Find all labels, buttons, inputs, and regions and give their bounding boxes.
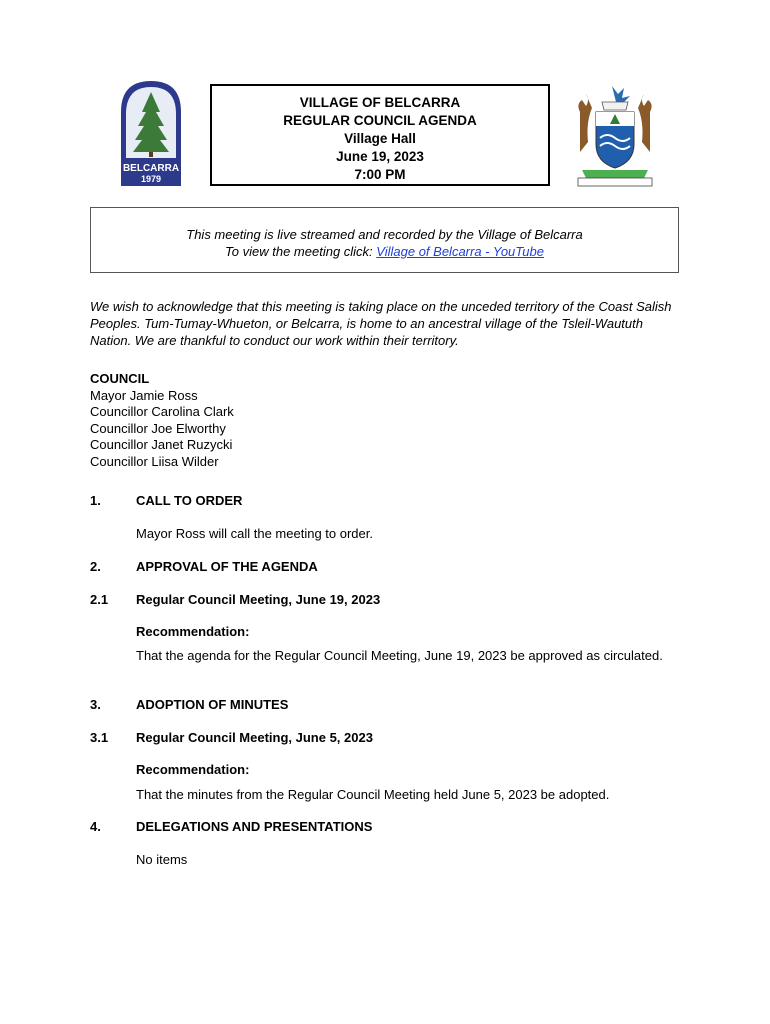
title-line-3: Village Hall — [344, 131, 416, 146]
land-acknowledgement: We wish to acknowledge that this meeting is taking place on the unceded territory of the Coast Salish Peoples. Tum-Tumay-Whueton, or Belcarra, is home to an ancestral village of the Tsleil-Waututh Nation. We are thankful to conduct our work within their territory. — [90, 299, 672, 348]
subsection-number: 2.1 — [90, 592, 109, 607]
council-member: Mayor Jamie Ross — [90, 387, 198, 403]
title-line-5: 7:00 PM — [354, 167, 406, 182]
coat-of-arms — [572, 82, 658, 188]
subsection-number: 3.1 — [90, 730, 109, 745]
council-heading: COUNCIL — [90, 371, 150, 386]
livestream-link-prefix: To view the meeting click: — [225, 244, 377, 259]
subsection-title: Regular Council Meeting, June 5, 2023 — [136, 730, 373, 745]
agenda-title-box — [210, 84, 550, 186]
title-line-2: REGULAR COUNCIL AGENDA — [283, 113, 477, 128]
council-list — [90, 371, 234, 471]
council-member: Councillor Carolina Clark — [90, 404, 234, 420]
recommendation-label: Recommendation: — [136, 624, 250, 639]
section-text: No items — [136, 852, 188, 867]
section-title: APPROVAL OF THE AGENDA — [136, 559, 318, 574]
recommendation-text: That the minutes from the Regular Council Meeting held June 5, 2023 be adopted. — [136, 787, 610, 802]
section-text: Mayor Ross will call the meeting to order. — [136, 526, 373, 541]
belcarra-logo — [118, 78, 184, 188]
youtube-link[interactable]: Village of Belcarra - YouTube — [376, 244, 544, 259]
section-number: 4. — [90, 819, 101, 834]
recommendation-label: Recommendation: — [136, 762, 250, 777]
council-member: Councillor Janet Ruzycki — [90, 437, 233, 453]
section-number: 2. — [90, 559, 101, 574]
livestream-text: This meeting is live streamed and recorded by the Village of Belcarra — [186, 227, 583, 242]
council-member: Councillor Liisa Wilder — [90, 453, 219, 469]
title-line-1: VILLAGE OF BELCARRA — [299, 95, 461, 110]
section-number: 3. — [90, 697, 101, 712]
council-member: Councillor Joe Elworthy — [90, 420, 226, 436]
livestream-notice — [90, 207, 679, 273]
logo-name: BELCARRA — [122, 163, 180, 174]
section-title: DELEGATIONS AND PRESENTATIONS — [136, 819, 373, 834]
recommendation-text: That the agenda for the Regular Council Meeting, June 19, 2023 be approved as circulated. — [136, 648, 663, 663]
section-title: CALL TO ORDER — [136, 493, 243, 508]
section-number: 1. — [90, 493, 101, 508]
title-line-4: June 19, 2023 — [336, 149, 424, 164]
subsection-title: Regular Council Meeting, June 19, 2023 — [136, 592, 381, 607]
section-title: ADOPTION OF MINUTES — [136, 697, 289, 712]
logo-year: 1979 — [140, 174, 162, 184]
